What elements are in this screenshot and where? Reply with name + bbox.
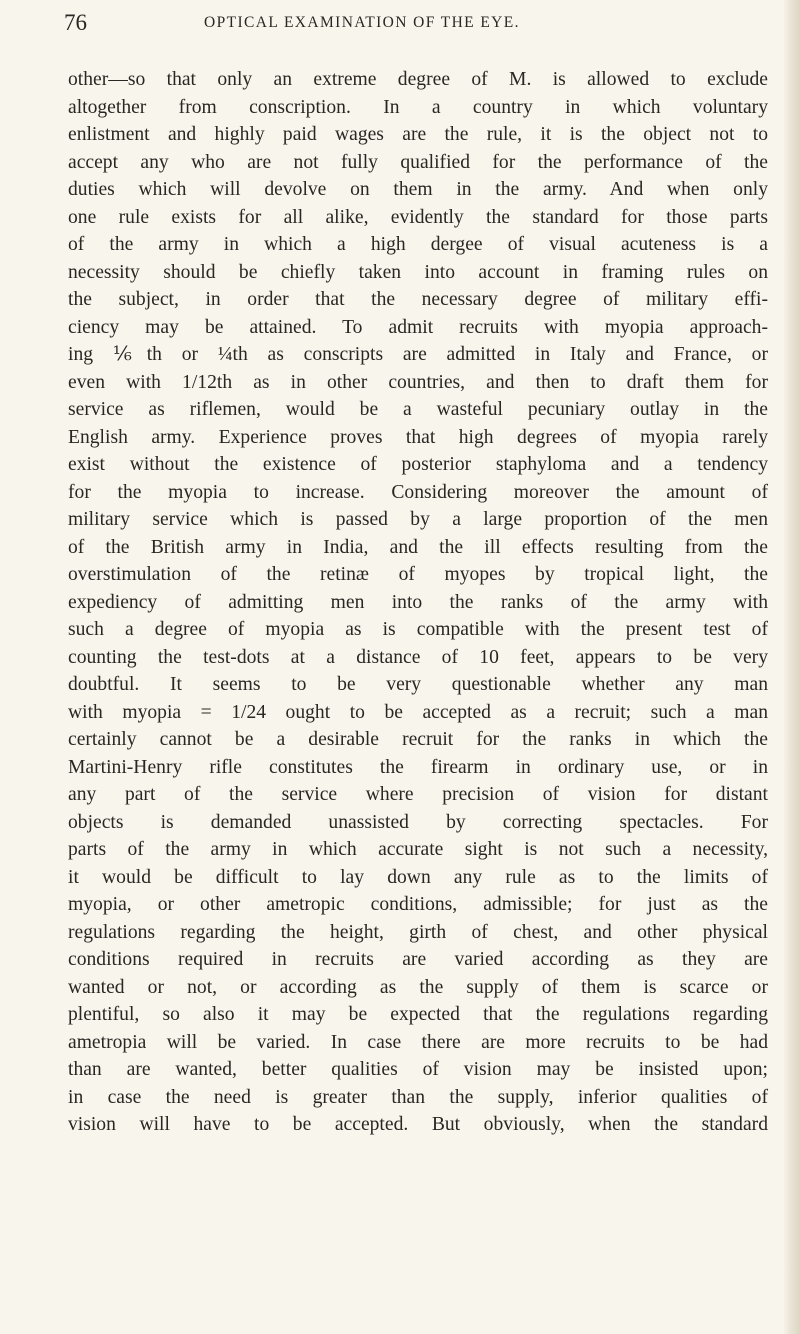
- text-line: for the myopia to increase. Considering moreover the amount of: [68, 481, 768, 503]
- text-line: myopia, or other ametropic conditions, admissible; for just as the: [68, 894, 768, 915]
- text-line: objects is demanded unassisted by correcting spectacles. For: [68, 811, 768, 833]
- text-line: exist without the existence of posterior staphyloma and a tendency: [68, 454, 768, 475]
- text-line: service as riflemen, would be a wasteful pecuniary outlay in the: [68, 399, 768, 420]
- text-line: regulations regarding the height, girth of chest, and other physical: [68, 921, 768, 943]
- text-line: enlistment and highly paid wages are the rule, it is the object not to: [68, 124, 768, 145]
- text-line: ing ⅙th or ¼th as conscripts are admitted in Italy and France, or: [68, 344, 768, 365]
- page-number: 76: [64, 10, 87, 35]
- text-line: other—so that only an extreme degree of M. is allowed to exclude: [68, 69, 768, 90]
- text-line: English army. Experience proves that high degrees of myopia rarely: [68, 426, 768, 448]
- text-line: it would be difficult to lay down any rule as to the limits of: [68, 866, 768, 888]
- text-line: duties which will devolve on them in the army. And when only: [68, 179, 768, 200]
- text-line: overstimulation of the retinæ of myopes by tropical light, the: [68, 564, 768, 585]
- running-title: OPTICAL EXAMINATION OF THE EYE.: [204, 14, 520, 31]
- text-line: ciency may be attained. To admit recruits with myopia approach-: [68, 316, 768, 338]
- text-line: vision will have to be accepted. But obviously, when the standard: [68, 1114, 768, 1135]
- text-line: conditions required in recruits are varied according as they are: [68, 949, 768, 970]
- text-line: in case the need is greater than the supply, inferior qualities of: [68, 1086, 768, 1108]
- text-line: parts of the army in which accurate sight is not such a necessity,: [68, 839, 768, 860]
- running-head: [64, 3, 764, 43]
- text-line: doubtful. It seems to be very questionable whether any man: [68, 674, 768, 695]
- text-line: altogether from conscription. In a country in which voluntary: [68, 96, 768, 118]
- text-line: Martini-Henry rifle constitutes the firearm in ordinary use, or in: [68, 756, 768, 778]
- text-line: certainly cannot be a desirable recruit for the ranks in which the: [68, 729, 768, 750]
- text-line: such a degree of myopia as is compatible with the present test of: [68, 619, 768, 640]
- text-line: counting the test-dots at a distance of 10 feet, appears to be very: [68, 646, 768, 668]
- text-line: necessity should be chiefly taken into account in framing rules on: [68, 261, 768, 283]
- text-line: plentiful, so also it may be expected that the regulations regarding: [68, 1004, 768, 1025]
- text-line: even with 1/12th as in other countries, and then to draft them for: [68, 371, 768, 393]
- text-line: wanted or not, or according as the supply of them is scarce or: [68, 976, 768, 998]
- text-line: accept any who are not fully qualified for the performance of the: [68, 151, 768, 173]
- text-line: of the British army in India, and the ill effects resulting from the: [68, 536, 768, 558]
- text-line: any part of the service where precision of vision for distant: [68, 784, 768, 805]
- text-line: military service which is passed by a large proportion of the men: [68, 509, 768, 530]
- page-edge: [784, 0, 800, 1334]
- body-text: [68, 66, 768, 1139]
- text-line: than are wanted, better qualities of vision may be insisted upon;: [68, 1059, 768, 1080]
- text-line: of the army in which a high dergee of visual acuteness is a: [68, 234, 768, 255]
- text-line: the subject, in order that the necessary degree of military effi-: [68, 289, 768, 310]
- text-line: one rule exists for all alike, evidently the standard for those parts: [68, 206, 768, 228]
- text-line: with myopia = 1/24 ought to be accepted as a recruit; such a man: [68, 701, 768, 723]
- text-line: expediency of admitting men into the ranks of the army with: [68, 591, 768, 613]
- text-line: ametropia will be varied. In case there are more recruits to be had: [68, 1031, 768, 1053]
